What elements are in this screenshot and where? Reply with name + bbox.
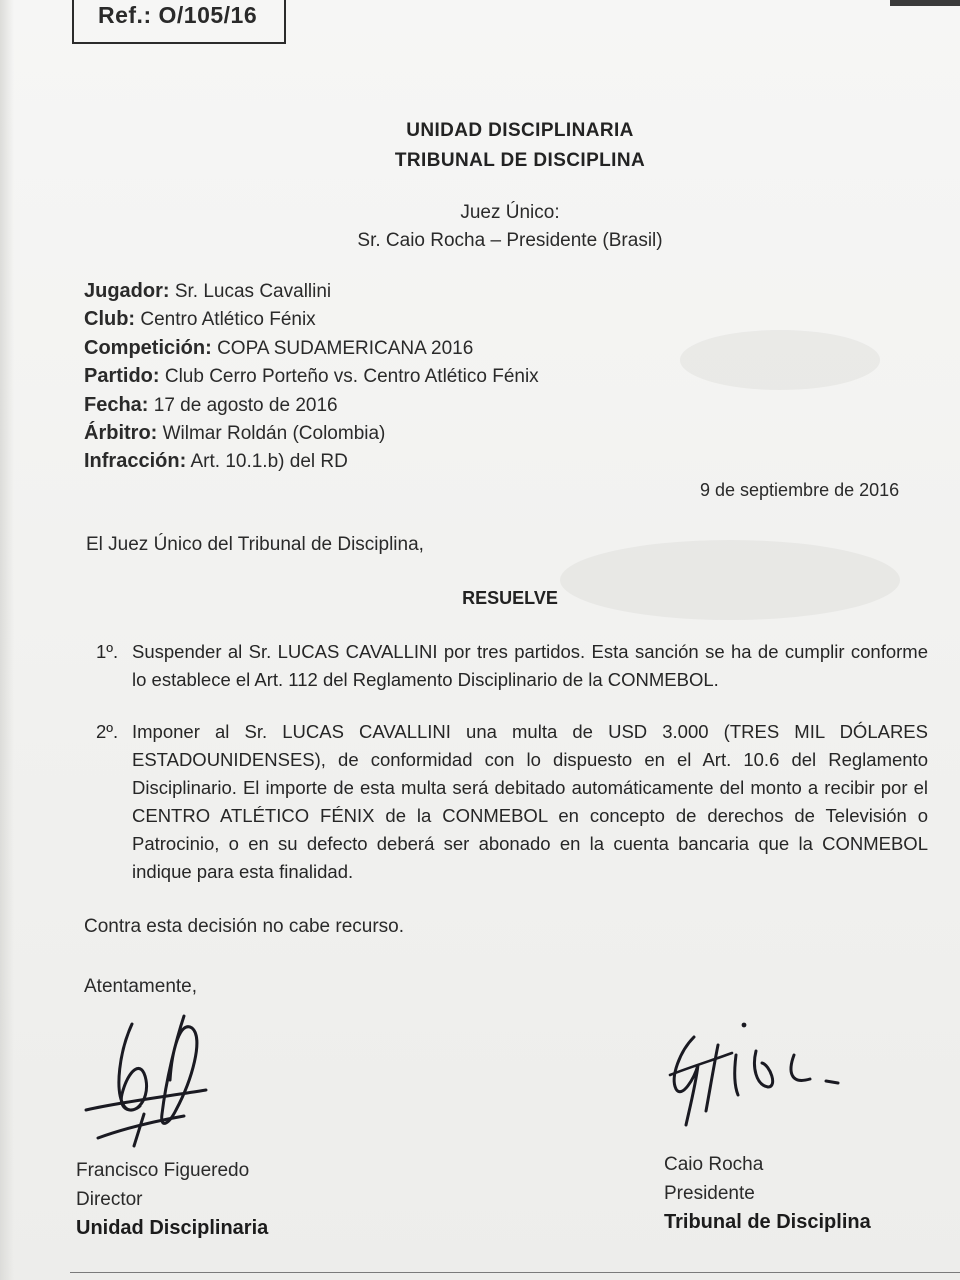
field-label: Club:: [84, 308, 136, 330]
field-label: Jugador:: [84, 280, 170, 302]
footer-rule: [70, 1272, 960, 1273]
director-name: Francisco Figueredo: [76, 1160, 250, 1181]
closing-statement: Contra esta decisión no cabe recurso.: [84, 916, 405, 937]
field-value: Club Cerro Porteño vs. Centro Atlético Fénix: [164, 366, 539, 387]
reference-number: Ref.: O/105/16: [98, 2, 258, 28]
page-fold-shadow: [0, 0, 14, 1280]
greeting: Atentamente,: [84, 976, 198, 997]
field-competition: [84, 337, 473, 360]
president-signature-block: [664, 1150, 871, 1237]
resolves-heading: RESUELVE: [462, 588, 558, 608]
president-tribunal: Tribunal de Disciplina: [664, 1211, 871, 1233]
header-tribunal: TRIBUNAL DE DISCIPLINA: [394, 150, 646, 171]
item-number: 1º.: [96, 641, 119, 662]
field-value: Sr. Lucas Cavallini: [174, 281, 332, 302]
president-name: Caio Rocha: [664, 1154, 764, 1175]
document-date: 9 de septiembre de 2016: [700, 480, 900, 500]
field-player: [84, 280, 331, 303]
resolution-item: [96, 638, 928, 694]
item-text: Imponer al Sr. LUCAS CAVALLINI una multa de USD 3.000 (TRES MIL DÓLARES ESTADOUNIDENSES), de conformidad con lo dispuesto en el Art. 10.6 del Reglamento Disciplinario. El importe de esta multa será debitado automáticamente del monto a recibir por el CENTRO ATLÉTICO FÉNIX de la CONMEBOL en concepto de derechos de Televisión o Patrocinio, o en su defecto deberá ser abonado en la cuenta bancaria que la CONMEBOL indique para esta finalidad.: [132, 721, 928, 882]
corner-mark: [890, 0, 960, 6]
director-signature-block: [76, 1156, 268, 1243]
item-number: 2º.: [96, 721, 119, 742]
intro-line: El Juez Único del Tribunal de Disciplina,: [86, 534, 424, 555]
president-signature: [660, 1015, 850, 1130]
director-signature: [80, 1010, 220, 1150]
field-match: [84, 365, 539, 388]
field-label: Árbitro:: [84, 422, 158, 444]
field-value: Centro Atlético Fénix: [140, 309, 316, 330]
field-date: [84, 394, 338, 417]
bleed-through-smudge: [680, 330, 880, 390]
field-label: Infracción:: [84, 450, 187, 472]
header-unit: UNIDAD DISCIPLINARIA: [406, 120, 634, 141]
item-text: Suspender al Sr. LUCAS CAVALLINI por tres partidos. Esta sanción se ha de cumplir conforme lo establece el Art. 112 del Reglamento Disciplinario de la CONMEBOL.: [132, 641, 928, 690]
field-club: [84, 308, 316, 331]
judge-name: Sr. Caio Rocha – Presidente (Brasil): [357, 230, 663, 251]
director-role: Director: [76, 1189, 143, 1210]
field-value: Wilmar Roldán (Colombia): [162, 423, 386, 444]
field-infraction: [84, 450, 348, 473]
field-referee: [84, 422, 385, 445]
bleed-through-smudge: [560, 540, 900, 620]
field-label: Partido:: [84, 365, 160, 387]
field-value: 17 de agosto de 2016: [153, 395, 338, 416]
field-label: Competición:: [84, 337, 212, 359]
director-unit: Unidad Disciplinaria: [76, 1217, 269, 1239]
resolution-item: [96, 718, 928, 886]
president-role: Presidente: [664, 1183, 755, 1204]
judge-title: Juez Único:: [460, 202, 560, 223]
field-label: Fecha:: [84, 394, 149, 416]
field-value: Art. 10.1.b) del RD: [190, 451, 348, 472]
reference-box: [72, 0, 286, 44]
field-value: COPA SUDAMERICANA 2016: [217, 338, 474, 359]
